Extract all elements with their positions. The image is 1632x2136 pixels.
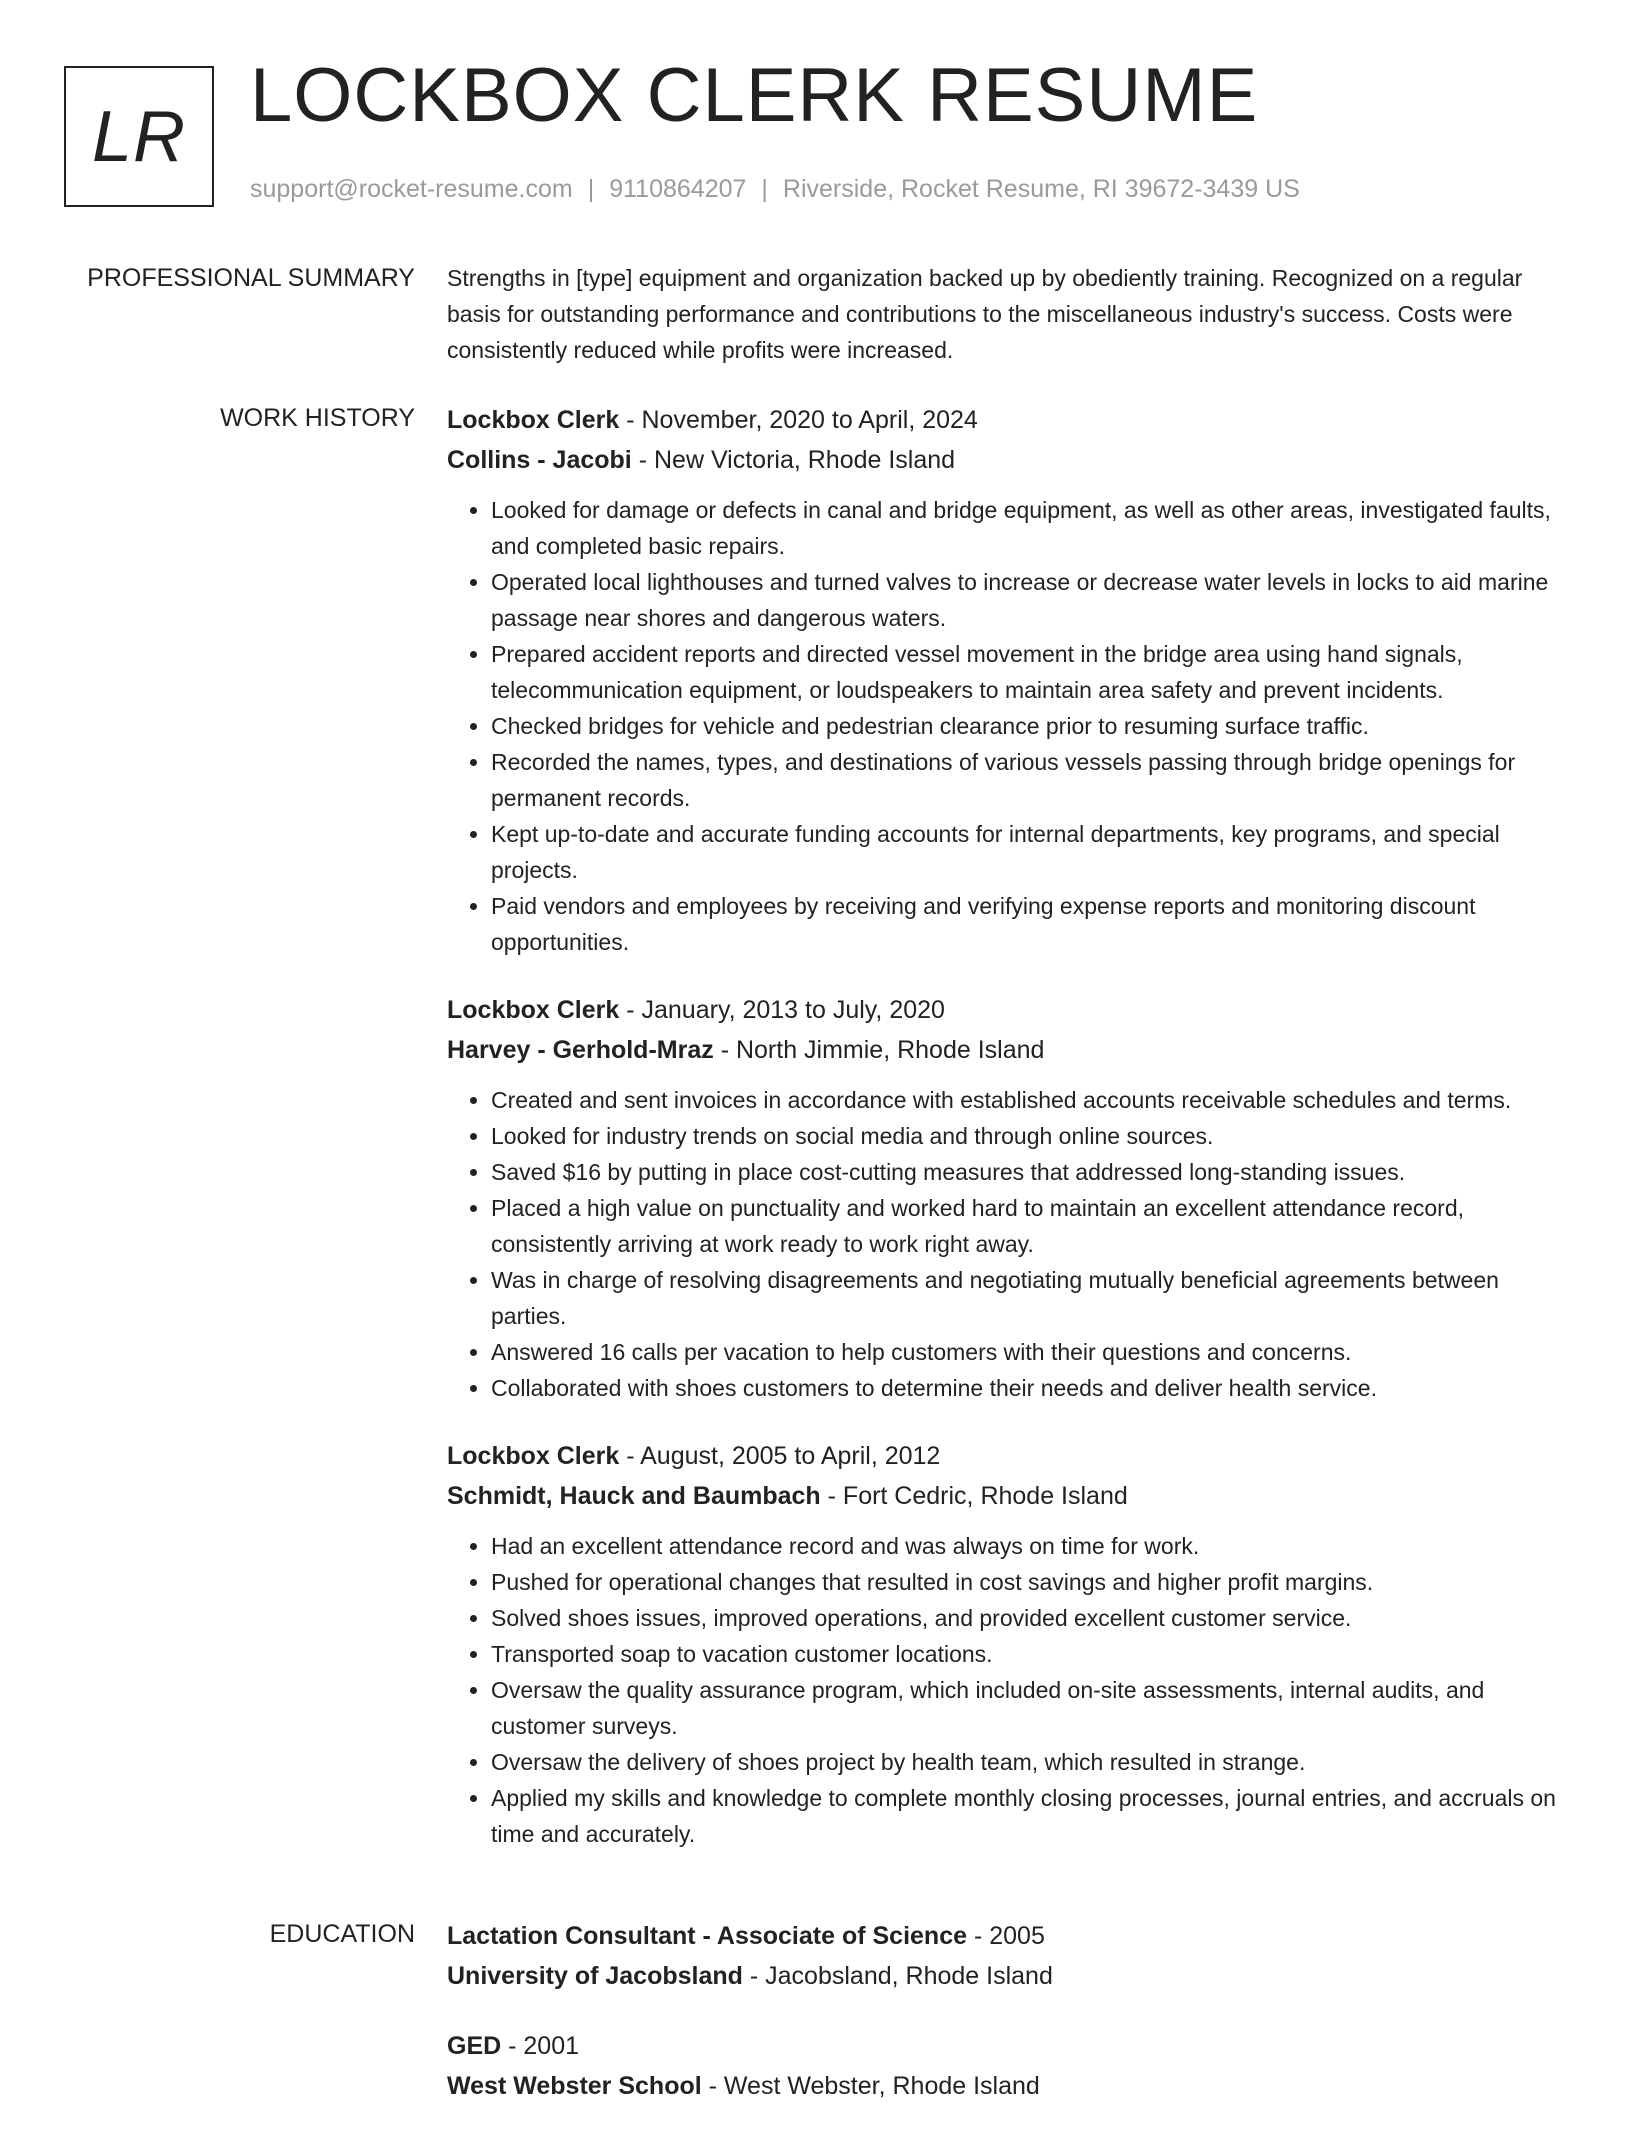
job-bullets [447, 492, 1572, 960]
section-title-summary: PROFESSIONAL SUMMARY [87, 264, 415, 292]
education-degree-line [447, 1916, 1572, 1956]
job-dates: - January, 2013 to July, 2020 [619, 996, 945, 1024]
job-bullet: • Looked for industry trends on social media and through online sources. [491, 1118, 1572, 1154]
job-bullet: • Answered 16 calls per vacation to help customers with their questions and concerns. [491, 1334, 1572, 1370]
job-company: Collins - Jacobi [447, 446, 632, 474]
education-school-line [447, 1956, 1572, 1996]
job-bullet: • Paid vendors and employees by receiving and verifying expense reports and monitoring discount opportunities. [491, 888, 1572, 960]
job-bullet: • Had an excellent attendance record and was always on time for work. [491, 1528, 1572, 1564]
job-bullet: • Kept up-to-date and accurate funding accounts for internal departments, key programs, and special projects. [491, 816, 1572, 888]
job-entry [447, 990, 1572, 1406]
job-role: Lockbox Clerk [447, 406, 620, 434]
job-bullet: • Oversaw the delivery of shoes project by health team, which resulted in strange. [491, 1744, 1572, 1780]
education-year: - 2001 [501, 2032, 580, 2060]
job-dates: - August, 2005 to April, 2012 [619, 1442, 941, 1470]
summary-body [447, 260, 1572, 368]
summary-text: Strengths in [type] equipment and organization backed up by obediently training. Recognized on a regular basis for outstanding performance and contributions to the miscellaneous industry's success. Costs were consistently reduced while profits were increased. [447, 265, 1523, 363]
job-bullet: • Looked for damage or defects in canal and bridge equipment, as well as other areas, investigated faults, and completed basic repairs. [491, 492, 1572, 564]
contact-email[interactable]: support@rocket-resume.com [250, 175, 573, 203]
job-bullets [447, 1082, 1572, 1406]
education-degree: GED [447, 2032, 502, 2060]
contact-address: Riverside, Rocket Resume, RI 39672-3439 US [782, 175, 1300, 203]
job-location: - New Victoria, Rhode Island [631, 446, 956, 474]
job-company-line [447, 1030, 1572, 1070]
job-bullet: • Saved $16 by putting in place cost-cutting measures that addressed long-standing issues. [491, 1154, 1572, 1190]
job-bullet: • Transported soap to vacation customer locations. [491, 1636, 1572, 1672]
contact-separator: | [587, 175, 595, 203]
education-body [447, 1916, 1572, 2136]
job-bullet: • Operated local lighthouses and turned valves to increase or decrease water levels in locks to aid marine passage near shores and dangerous waters. [491, 564, 1572, 636]
job-bullet: • Solved shoes issues, improved operations, and provided excellent customer service. [491, 1600, 1572, 1636]
job-entry [447, 1436, 1572, 1852]
section-title-work-history: WORK HISTORY [220, 404, 415, 432]
education-entry [447, 1916, 1572, 1996]
monogram-box [64, 66, 214, 207]
job-bullet: • Oversaw the quality assurance program, which included on-site assessments, internal audits, and customer surveys. [491, 1672, 1572, 1744]
education-year: - 2005 [967, 1922, 1045, 1950]
education-entry [447, 2026, 1572, 2106]
job-location: - North Jimmie, Rhode Island [713, 1036, 1045, 1064]
job-role-line [447, 400, 1572, 440]
job-entry [447, 400, 1572, 960]
job-bullet: • Collaborated with shoes customers to determine their needs and deliver health service. [491, 1370, 1572, 1406]
job-bullet: • Pushed for operational changes that resulted in cost savings and higher profit margins. [491, 1564, 1572, 1600]
job-bullet: • Was in charge of resolving disagreements and negotiating mutually beneficial agreements between parties. [491, 1262, 1572, 1334]
job-company: Harvey - Gerhold-Mraz [447, 1036, 714, 1064]
resume-title: LOCKBOX CLERK RESUME [250, 53, 1259, 138]
education-school: University of Jacobsland [447, 1962, 743, 1990]
job-role-line [447, 990, 1572, 1030]
contact-separator: | [761, 175, 768, 203]
education-location: - Jacobsland, Rhode Island [742, 1962, 1053, 1990]
education-school: West Webster School [447, 2072, 702, 2100]
work-history-body [447, 400, 1572, 1882]
job-bullet: • Applied my skills and knowledge to complete monthly closing processes, journal entries, and accruals on time and accurately. [491, 1780, 1572, 1852]
job-location: - Fort Cedric, Rhode Island [820, 1482, 1128, 1510]
monogram-initials: LR [91, 96, 187, 177]
contact-phone[interactable]: 9110864207 [609, 175, 747, 203]
job-bullet: • Recorded the names, types, and destinations of various vessels passing through bridge openings for permanent records. [491, 744, 1572, 816]
job-company-line [447, 440, 1572, 480]
job-role-line [447, 1436, 1572, 1476]
contact-line [250, 175, 1300, 204]
job-role: Lockbox Clerk [447, 1442, 620, 1470]
education-degree: Lactation Consultant - Associate of Science [447, 1922, 968, 1950]
education-school-line [447, 2066, 1572, 2106]
job-bullets [447, 1528, 1572, 1852]
job-dates: - November, 2020 to April, 2024 [619, 406, 978, 434]
job-bullet: • Placed a high value on punctuality and worked hard to maintain an excellent attendance record, consistently arriving at work ready to work right away. [491, 1190, 1572, 1262]
section-title-education: EDUCATION [269, 1920, 415, 1948]
job-role: Lockbox Clerk [447, 996, 620, 1024]
education-degree-line [447, 2026, 1572, 2066]
job-company-line [447, 1476, 1572, 1516]
job-bullet: • Created and sent invoices in accordance with established accounts receivable schedules and terms. [491, 1082, 1572, 1118]
job-bullet: • Checked bridges for vehicle and pedestrian clearance prior to resuming surface traffic. [491, 708, 1572, 744]
job-bullet: • Prepared accident reports and directed vessel movement in the bridge area using hand signals, telecommunication equipment, or loudspeakers to maintain area safety and prevent incidents. [491, 636, 1572, 708]
education-location: - West Webster, Rhode Island [701, 2072, 1040, 2100]
job-company: Schmidt, Hauck and Baumbach [447, 1482, 821, 1510]
